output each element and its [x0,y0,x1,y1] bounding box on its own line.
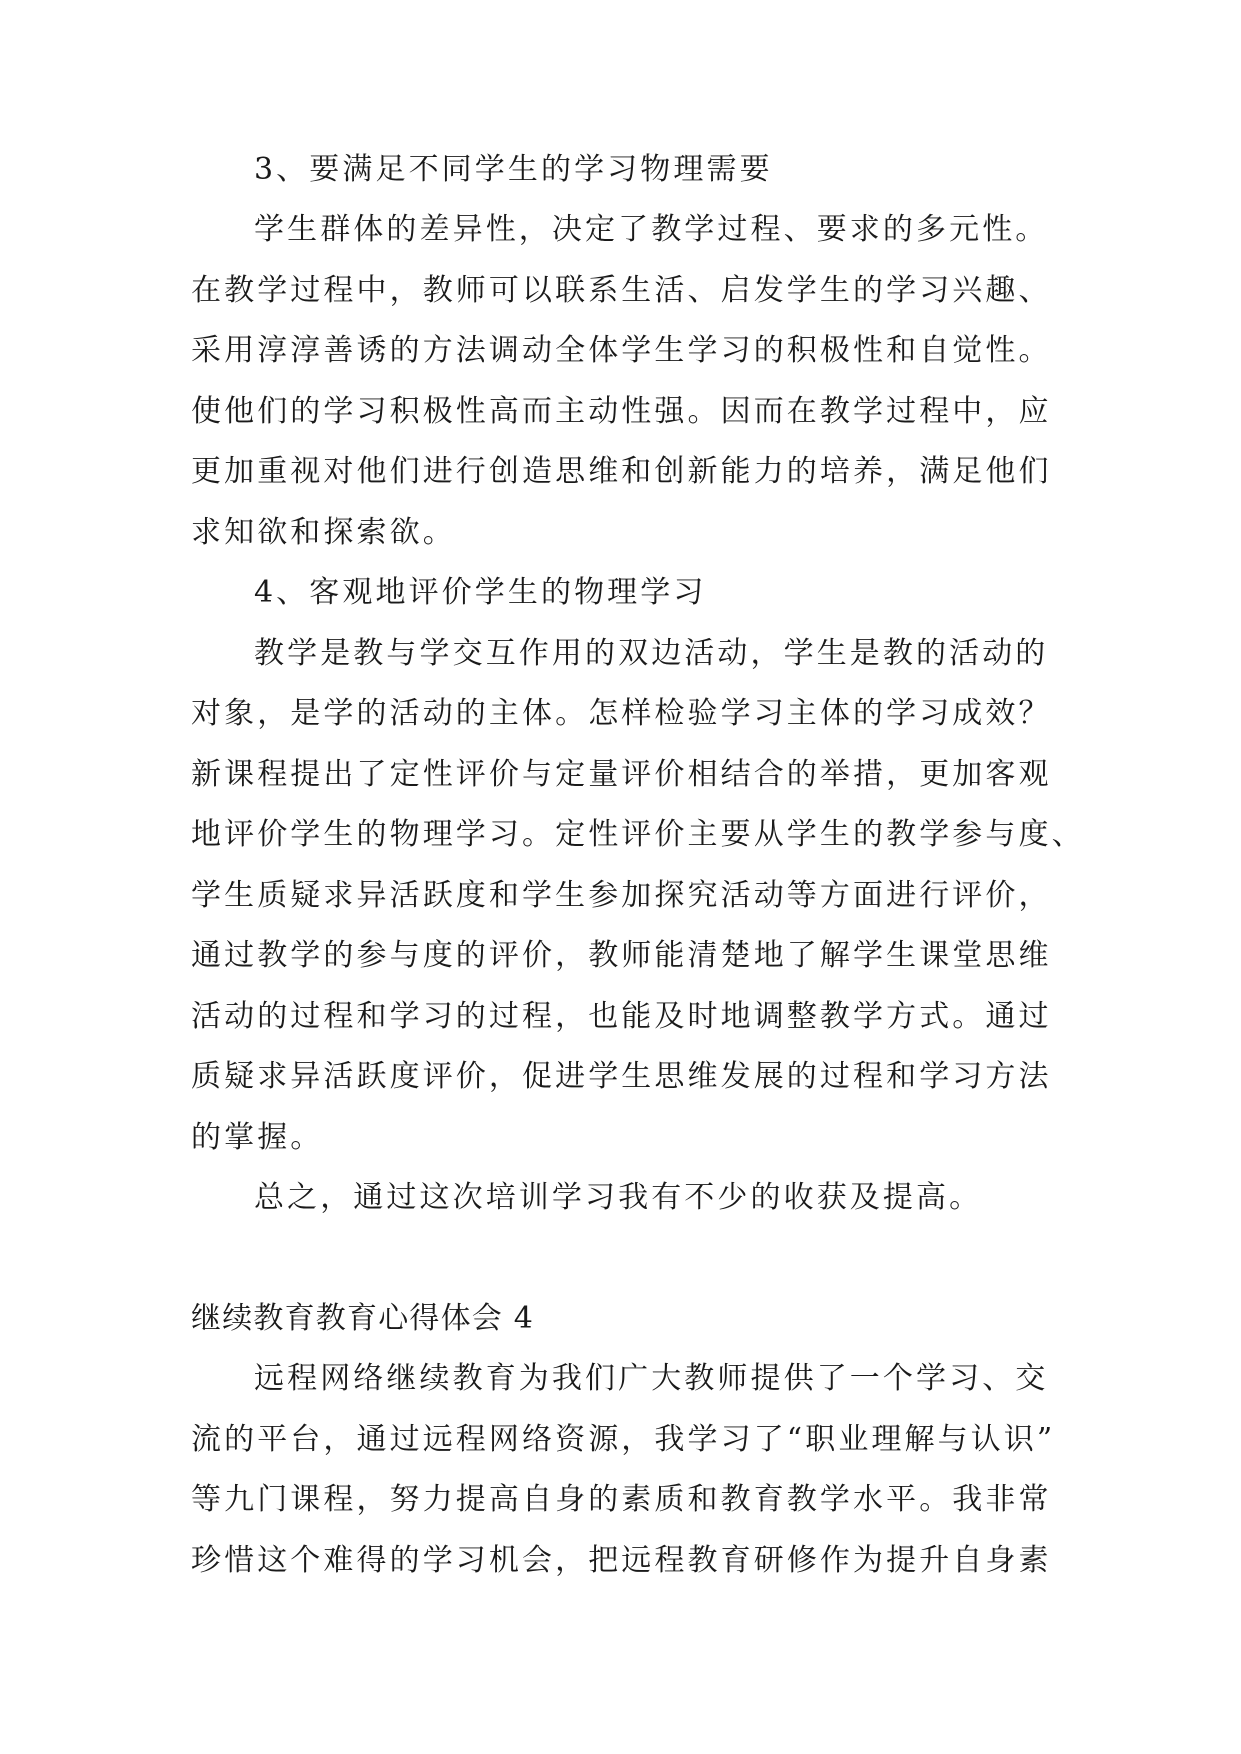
paragraph-line: 采用淳淳善诱的方法调动全体学生学习的积极性和自觉性。 [191,333,1052,368]
paragraph-line: 在教学过程中，教师可以联系生活、启发学生的学习兴趣、 [191,273,1052,308]
paragraph-line: 对象，是学的活动的主体。怎样检验学习主体的学习成效？ [191,696,1052,731]
paragraph-line: 学生群体的差异性，决定了教学过程、要求的多元性。 [254,212,1049,247]
paragraph-line: 质疑求异活跃度评价，促进学生思维发展的过程和学习方法 [191,1059,1052,1094]
paragraph-line: 通过教学的参与度的评价，教师能清楚地了解学生课堂思维 [191,938,1052,973]
paragraph-line: 教学是教与学交互作用的双边活动，学生是教的活动的 [254,636,1049,671]
paragraph-line: 总之，通过这次培训学习我有不少的收获及提高。 [254,1180,983,1215]
paragraph-line: 流的平台，通过远程网络资源，我学习了“职业理解与认识” [191,1422,1056,1457]
section-heading-4: 4、客观地评价学生的物理学习 [254,575,707,610]
paragraph-line: 新课程提出了定性评价与定量评价相结合的举措，更加客观 [191,757,1052,792]
paragraph-line: 地评价学生的物理学习。定性评价主要从学生的教学参与度、 [191,817,1085,852]
paragraph-line: 学生质疑求异活跃度和学生参加探究活动等方面进行评价， [191,878,1052,913]
paragraph-line: 等九门课程，努力提高自身的素质和教育教学水平。我非常 [191,1482,1052,1517]
paragraph-line: 使他们的学习积极性高而主动性强。因而在教学过程中，应 [191,394,1052,429]
paragraph-line: 珍惜这个难得的学习机会，把远程教育研修作为提升自身素 [191,1543,1052,1578]
paragraph-line: 远程网络继续教育为我们广大教师提供了一个学习、交 [254,1361,1049,1396]
section-heading-3: 3、要满足不同学生的学习物理需要 [254,152,773,187]
paragraph-line: 求知欲和探索欲。 [191,515,456,550]
paragraph-line: 活动的过程和学习的过程，也能及时地调整教学方式。通过 [191,999,1052,1034]
paragraph-line: 更加重视对他们进行创造思维和创新能力的培养，满足他们 [191,454,1052,489]
section-title: 继续教育教育心得体会 4 [191,1301,535,1336]
paragraph-line: 的掌握。 [191,1120,324,1155]
